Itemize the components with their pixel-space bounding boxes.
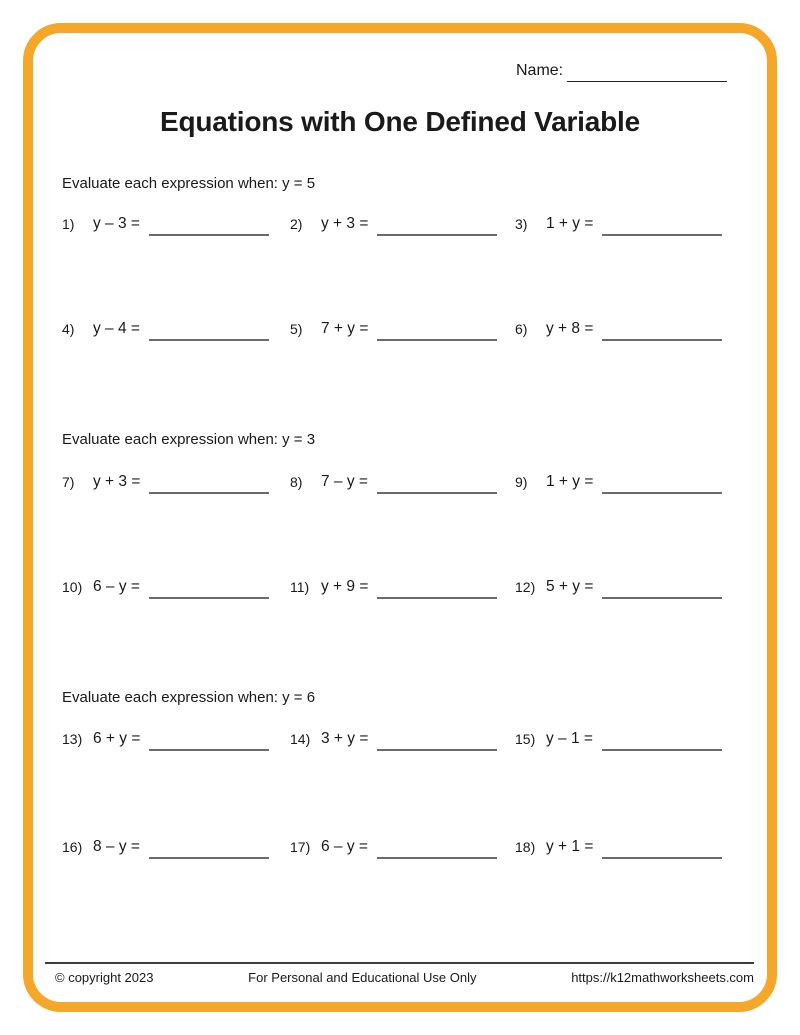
page-title: Equations with One Defined Variable bbox=[160, 106, 640, 137]
problem-4 bbox=[62, 315, 290, 341]
answer-blank[interactable] bbox=[377, 729, 497, 751]
problem-number: 18) bbox=[515, 839, 536, 855]
problem-number: 17) bbox=[290, 839, 311, 855]
section-2-instruction: Evaluate each expression when: y = 3 bbox=[62, 431, 316, 448]
answer-blank[interactable] bbox=[602, 472, 722, 494]
usage-text: For Personal and Educational Use Only bbox=[248, 970, 477, 985]
answer-blank[interactable] bbox=[149, 729, 269, 751]
problem-row bbox=[62, 573, 745, 599]
problem-16 bbox=[62, 833, 290, 859]
problem-expression: 1 + y = bbox=[546, 473, 594, 490]
problem-number: 12) bbox=[515, 579, 536, 595]
problem-row bbox=[62, 210, 745, 236]
problem-expression: 7 – y = bbox=[321, 473, 368, 490]
problem-number: 8) bbox=[290, 474, 303, 490]
name-blank-line[interactable] bbox=[567, 62, 727, 82]
name-label: Name: bbox=[516, 62, 564, 79]
problem-number: 15) bbox=[515, 731, 536, 747]
problem-expression: 6 – y = bbox=[93, 578, 140, 595]
problem-6 bbox=[515, 315, 745, 341]
problem-expression: y + 1 = bbox=[546, 838, 594, 855]
answer-blank[interactable] bbox=[602, 577, 722, 599]
answer-blank[interactable] bbox=[149, 472, 269, 494]
problem-number: 16) bbox=[62, 839, 83, 855]
problem-10 bbox=[62, 573, 290, 599]
problem-expression: 3 + y = bbox=[321, 730, 369, 747]
problem-14 bbox=[290, 725, 515, 751]
problem-17 bbox=[290, 833, 515, 859]
problem-2 bbox=[290, 210, 515, 236]
problem-number: 7) bbox=[62, 474, 75, 490]
website-link[interactable]: https://k12mathworksheets.com bbox=[571, 970, 754, 985]
problem-number: 3) bbox=[515, 216, 528, 232]
problem-number: 14) bbox=[290, 731, 311, 747]
problem-row bbox=[62, 468, 745, 494]
problem-expression: 6 + y = bbox=[93, 730, 141, 747]
problem-9 bbox=[515, 468, 745, 494]
problem-expression: 6 – y = bbox=[321, 838, 368, 855]
problem-number: 5) bbox=[290, 321, 303, 337]
answer-blank[interactable] bbox=[149, 319, 269, 341]
answer-blank[interactable] bbox=[602, 729, 722, 751]
problem-number: 13) bbox=[62, 731, 83, 747]
answer-blank[interactable] bbox=[377, 214, 497, 236]
problem-13 bbox=[62, 725, 290, 751]
problem-1 bbox=[62, 210, 290, 236]
problem-number: 2) bbox=[290, 216, 303, 232]
problem-expression: y – 3 = bbox=[93, 215, 140, 232]
problem-12 bbox=[515, 573, 745, 599]
answer-blank[interactable] bbox=[602, 837, 722, 859]
answer-blank[interactable] bbox=[602, 319, 722, 341]
problem-11 bbox=[290, 573, 515, 599]
problem-number: 4) bbox=[62, 321, 75, 337]
problem-expression: y + 3 = bbox=[321, 215, 369, 232]
problem-expression: y + 3 = bbox=[93, 473, 141, 490]
problem-3 bbox=[515, 210, 745, 236]
problem-5 bbox=[290, 315, 515, 341]
problem-number: 1) bbox=[62, 216, 75, 232]
problem-expression: y + 9 = bbox=[321, 578, 369, 595]
answer-blank[interactable] bbox=[377, 837, 497, 859]
footer-divider bbox=[45, 962, 754, 964]
answer-blank[interactable] bbox=[377, 577, 497, 599]
problem-15 bbox=[515, 725, 745, 751]
name-row bbox=[516, 60, 727, 82]
problem-expression: y + 8 = bbox=[546, 320, 594, 337]
answer-blank[interactable] bbox=[149, 214, 269, 236]
answer-blank[interactable] bbox=[149, 837, 269, 859]
problem-number: 10) bbox=[62, 579, 83, 595]
problem-number: 11) bbox=[290, 579, 310, 595]
problem-7 bbox=[62, 468, 290, 494]
problem-expression: 8 – y = bbox=[93, 838, 140, 855]
problem-expression: y – 4 = bbox=[93, 320, 140, 337]
problem-expression: 7 + y = bbox=[321, 320, 369, 337]
problem-expression: y – 1 = bbox=[546, 730, 593, 747]
problem-expression: 5 + y = bbox=[546, 578, 594, 595]
footer bbox=[55, 970, 754, 985]
problem-8 bbox=[290, 468, 515, 494]
problem-row bbox=[62, 315, 745, 341]
problem-number: 9) bbox=[515, 474, 528, 490]
answer-blank[interactable] bbox=[377, 319, 497, 341]
problem-expression: 1 + y = bbox=[546, 215, 594, 232]
answer-blank[interactable] bbox=[149, 577, 269, 599]
section-3-instruction: Evaluate each expression when: y = 6 bbox=[62, 689, 316, 706]
answer-blank[interactable] bbox=[377, 472, 497, 494]
problem-row bbox=[62, 725, 745, 751]
copyright-text: © copyright 2023 bbox=[55, 970, 154, 985]
problem-row bbox=[62, 833, 745, 859]
answer-blank[interactable] bbox=[602, 214, 722, 236]
section-1-instruction: Evaluate each expression when: y = 5 bbox=[62, 175, 316, 192]
problem-number: 6) bbox=[515, 321, 528, 337]
problem-18 bbox=[515, 833, 745, 859]
